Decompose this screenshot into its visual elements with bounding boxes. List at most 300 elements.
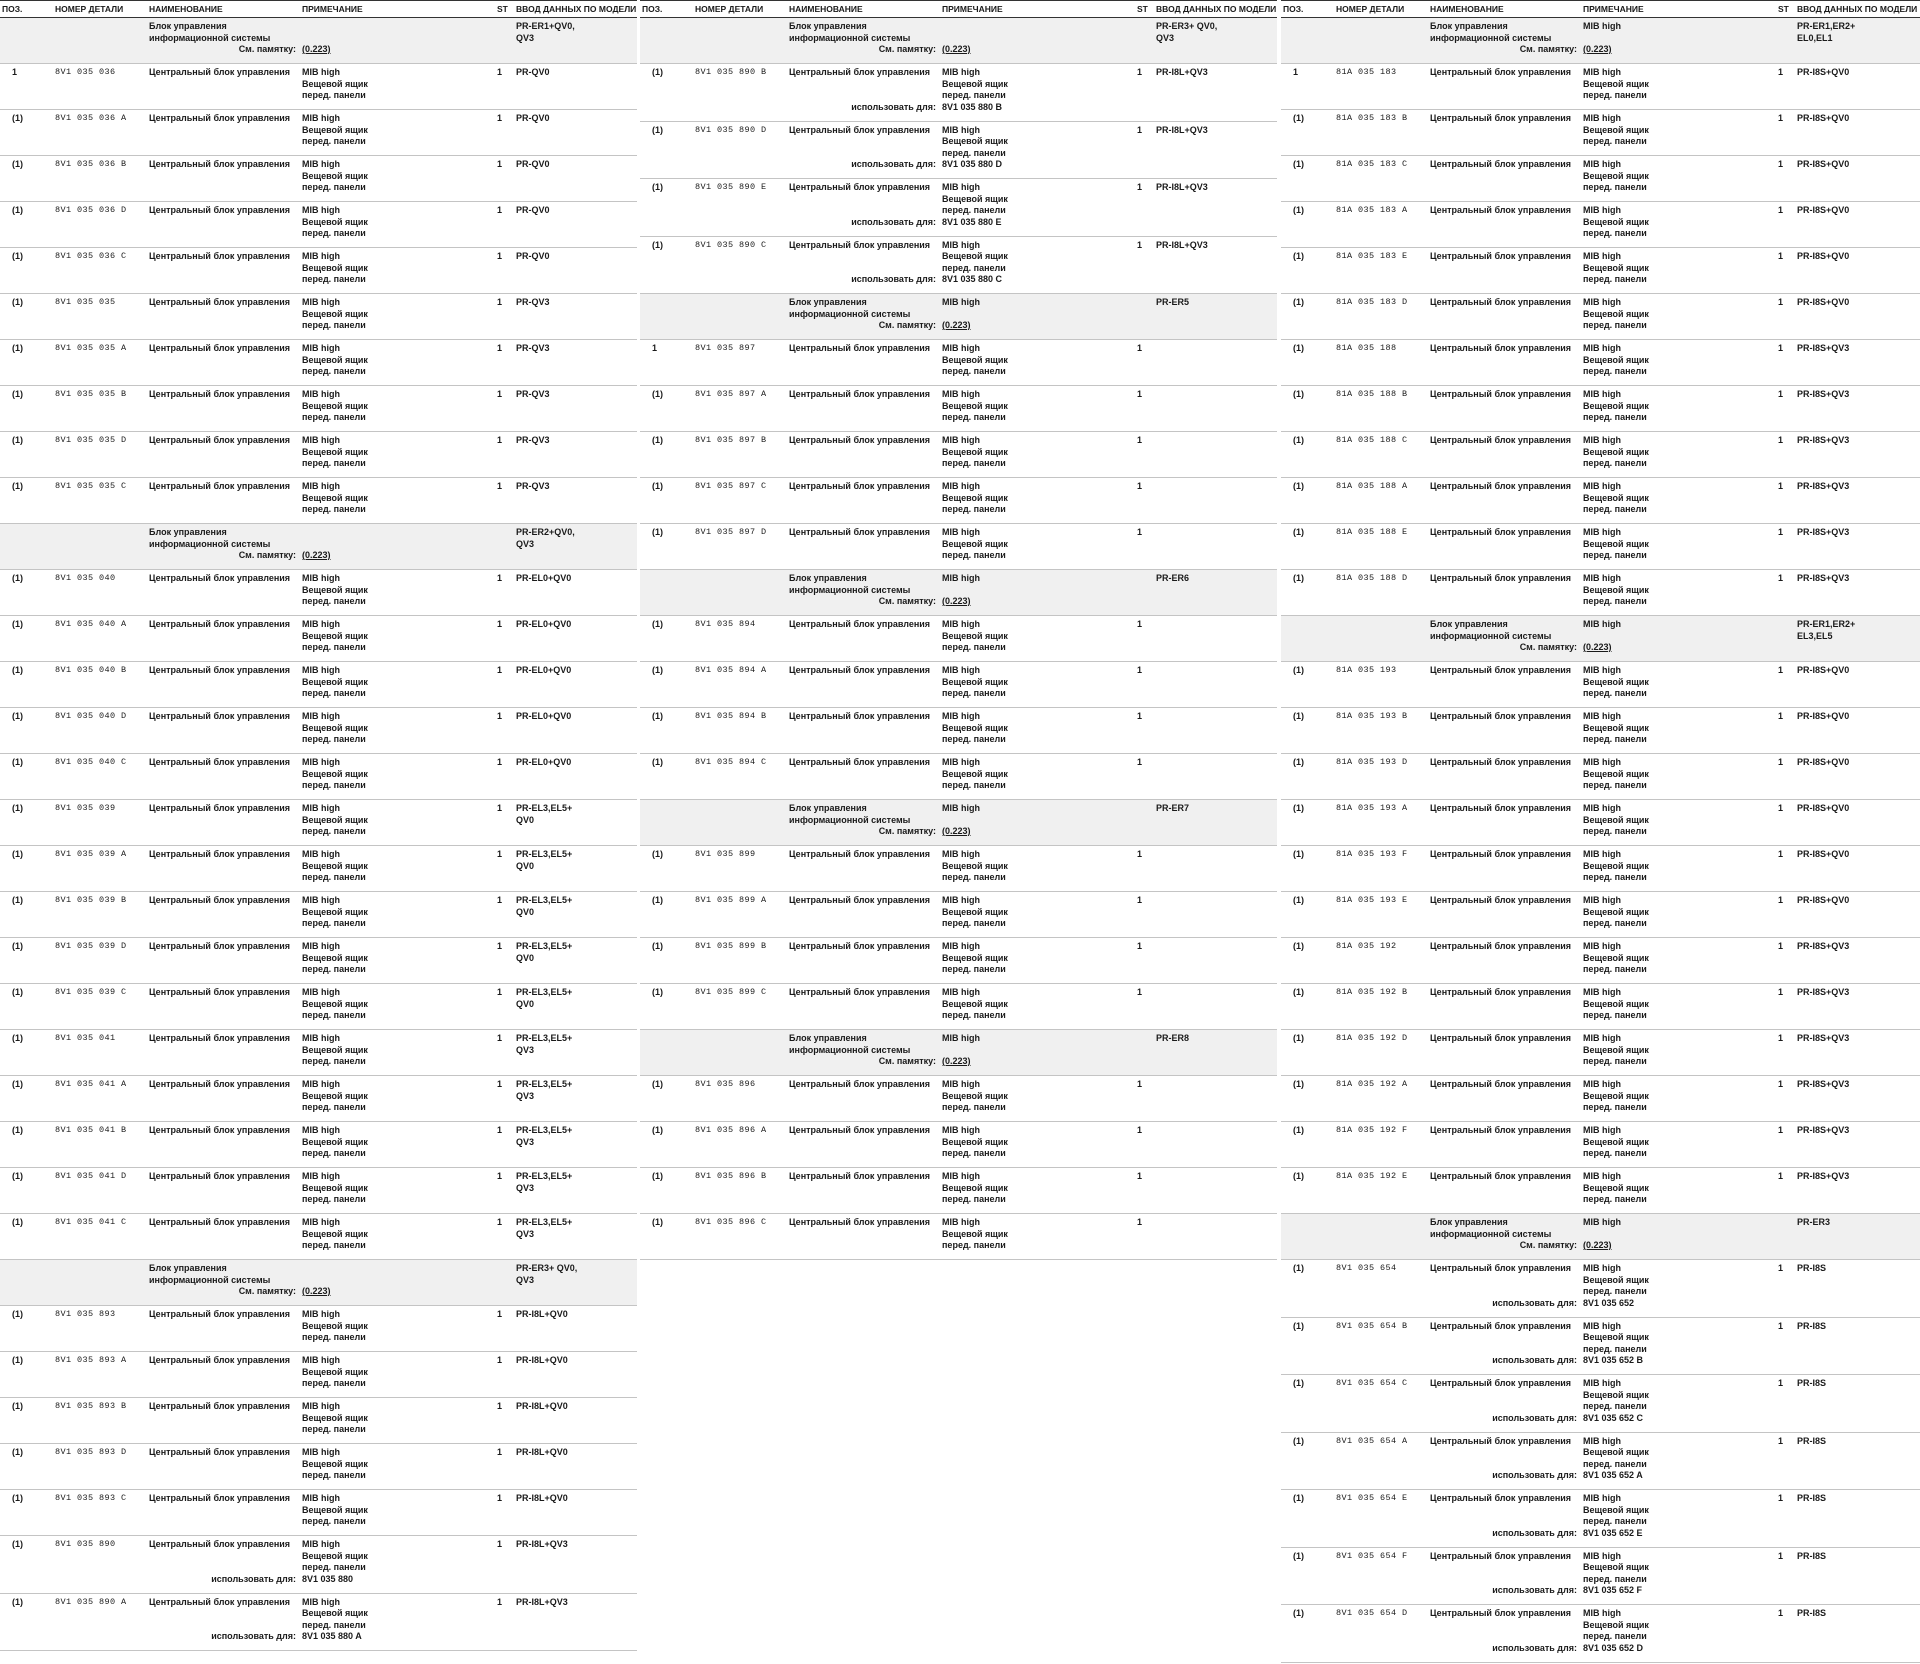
- note-line: Вещевой ящик: [1583, 1274, 1649, 1285]
- note-line: перед. панели: [302, 90, 366, 100]
- table-row: [0, 156, 637, 202]
- model-line: PR-I8S+QV0: [1797, 757, 1850, 767]
- memo-label: См. памятку:: [1519, 642, 1577, 652]
- quantity: 1: [497, 573, 503, 583]
- quantity: 1: [1137, 849, 1143, 859]
- note-line: MIB high: [942, 1125, 980, 1135]
- group-name-line: Блок управления: [789, 1033, 867, 1043]
- note-line: перед. панели: [1583, 964, 1647, 974]
- note-line: Вещевой ящик: [1583, 1090, 1649, 1101]
- quantity: 1: [497, 665, 503, 675]
- model-data: [1156, 1033, 1189, 1045]
- note-line: Вещевой ящик: [1583, 124, 1649, 135]
- model-line: PR-EL3,EL5+: [516, 1125, 573, 1135]
- group-row: [640, 800, 1277, 846]
- quantity: 1: [1137, 895, 1143, 905]
- note-line: MIB high: [1583, 481, 1621, 491]
- note-line: Вещевой ящик: [1583, 998, 1649, 1009]
- part-name: Центральный блок управления: [1430, 1079, 1572, 1089]
- position-number: (1): [652, 124, 663, 135]
- quantity: 1: [1137, 1217, 1143, 1227]
- part-note: [1583, 849, 1649, 884]
- table-row: [1281, 248, 1920, 294]
- part-note: [302, 1125, 368, 1160]
- quantity: 1: [1137, 239, 1143, 250]
- model-line: PR-I8S: [1797, 1263, 1827, 1273]
- model-data: [516, 1079, 572, 1102]
- part-name: Центральный блок управления: [149, 251, 291, 261]
- table-row: [0, 938, 637, 984]
- note-line: MIB high: [1583, 619, 1621, 629]
- memo-link[interactable]: (0.223): [942, 1056, 971, 1066]
- model-line: PR-EL3,EL5+: [516, 849, 573, 859]
- quantity: 1: [497, 159, 503, 169]
- model-data: [516, 1597, 568, 1609]
- position-number: (1): [12, 665, 23, 675]
- position-number: (1): [1293, 113, 1304, 123]
- note-line: перед. панели: [1583, 366, 1647, 376]
- model-data: [1797, 1079, 1849, 1091]
- table-row: [1281, 386, 1920, 432]
- group-note: [942, 803, 980, 815]
- model-line: PR-EL0+QV0: [516, 573, 572, 583]
- position-number: (1): [12, 1539, 23, 1549]
- model-data: [1156, 803, 1189, 815]
- note-line: MIB high: [302, 941, 340, 951]
- note-line: Вещевой ящик: [1583, 1504, 1649, 1515]
- table-row: [0, 800, 637, 846]
- part-name: Центральный блок управления: [149, 1401, 291, 1411]
- note-line: перед. панели: [302, 1194, 366, 1204]
- part-number: 8V1 035 039 B: [55, 895, 127, 905]
- model-line: PR-ER3+ QV0,: [1156, 21, 1218, 31]
- note-line: Вещевой ящик: [1583, 814, 1649, 825]
- use-for-label: использовать для:: [851, 101, 936, 112]
- quantity: 1: [497, 1401, 503, 1411]
- note-line: MIB high: [302, 619, 340, 629]
- model-line: PR-I8L+QV0: [516, 1401, 568, 1411]
- model-data: [516, 159, 550, 171]
- quantity: 1: [1778, 435, 1784, 445]
- model-line: PR-ER7: [1156, 803, 1190, 813]
- part-number: 8V1 035 035 D: [55, 435, 127, 445]
- memo-link[interactable]: (0.223): [1583, 642, 1612, 652]
- part-note: [302, 941, 368, 976]
- note-line: Вещевой ящик: [942, 492, 1008, 503]
- table-row: [1281, 524, 1920, 570]
- part-number: 81A 035 193 D: [1336, 757, 1408, 767]
- memo-link[interactable]: (0.223): [1583, 44, 1612, 54]
- part-note: [302, 389, 368, 424]
- table-row: [0, 754, 637, 800]
- model-data: [1797, 619, 1855, 642]
- part-note: [1583, 941, 1649, 976]
- part-name: Центральный блок управления: [1430, 159, 1572, 169]
- part-note: [942, 1171, 1008, 1206]
- part-note: [1583, 987, 1649, 1022]
- group-name: [1430, 619, 1551, 642]
- note-line: перед. панели: [302, 1332, 366, 1342]
- part-name: Центральный блок управления: [149, 113, 291, 123]
- quantity: 1: [1137, 124, 1143, 135]
- note-line: перед. панели: [302, 1148, 366, 1158]
- note-line: перед. панели: [302, 642, 366, 652]
- memo-link[interactable]: (0.223): [302, 1286, 331, 1296]
- note-line: Вещевой ящик: [302, 768, 368, 779]
- table-header: [1281, 0, 1920, 18]
- part-note: [302, 1079, 368, 1114]
- position-number: (1): [1293, 1608, 1304, 1618]
- part-name: Центральный блок управления: [1430, 481, 1572, 491]
- note-line: перед. панели: [1583, 1573, 1647, 1584]
- position-number: (1): [12, 1217, 23, 1227]
- part-note: [1583, 803, 1649, 838]
- model-line: PR-I8S+QV0: [1797, 205, 1850, 215]
- note-line: перед. панели: [302, 1516, 366, 1526]
- note-line: MIB high: [1583, 803, 1621, 813]
- part-number: 8V1 035 654 F: [1336, 1550, 1408, 1561]
- part-note: [1583, 573, 1649, 608]
- part-name: Центральный блок управления: [1430, 665, 1572, 675]
- header-note: ПРИМЕЧАНИЕ: [942, 4, 1003, 14]
- part-note: [942, 67, 1008, 102]
- note-line: перед. панели: [302, 734, 366, 744]
- part-name: Центральный блок управления: [1430, 113, 1572, 123]
- group-name-line: Блок управления: [789, 803, 867, 813]
- part-name: Центральный блок управления: [789, 1217, 931, 1227]
- position-number: (1): [652, 757, 663, 767]
- group-name-line: информационной системы: [149, 538, 271, 549]
- note-line: MIB high: [942, 435, 980, 445]
- table-row: [0, 616, 637, 662]
- position-number: (1): [1293, 895, 1304, 905]
- memo-link[interactable]: (0.223): [942, 320, 971, 330]
- note-line: MIB high: [302, 389, 340, 399]
- model-line: QV3: [1156, 32, 1175, 43]
- note-line: MIB high: [942, 987, 980, 997]
- quantity: 1: [1778, 803, 1784, 813]
- position-number: (1): [652, 527, 663, 537]
- note-line: MIB high: [302, 1539, 340, 1549]
- note-line: MIB high: [942, 481, 980, 491]
- memo-link[interactable]: (0.223): [942, 596, 971, 606]
- model-data: [516, 1125, 572, 1148]
- note-line: MIB high: [942, 1171, 980, 1181]
- note-line: перед. панели: [1583, 1516, 1647, 1526]
- note-line: Вещевой ящик: [302, 860, 368, 871]
- model-line: PR-ER1,ER2+: [1797, 21, 1856, 31]
- model-line: QV3: [516, 1274, 535, 1285]
- use-for-label: использовать для:: [1492, 1355, 1577, 1365]
- group-name-line: информационной системы: [1430, 1228, 1552, 1239]
- note-line: перед. панели: [302, 1470, 366, 1480]
- note-line: перед. панели: [1583, 780, 1647, 790]
- table-row: [640, 1214, 1277, 1260]
- part-number: 8V1 035 041 B: [55, 1125, 127, 1135]
- table-row: [1281, 1030, 1920, 1076]
- part-note: [1583, 435, 1649, 470]
- model-data: [516, 849, 572, 872]
- note-line: MIB high: [1583, 1171, 1621, 1181]
- model-data: [1797, 987, 1849, 999]
- part-name: Центральный блок управления: [149, 1493, 291, 1503]
- part-name: Центральный блок управления: [1430, 895, 1572, 905]
- part-note: [1583, 113, 1649, 148]
- quantity: 1: [497, 113, 503, 123]
- note-line: MIB high: [302, 1401, 340, 1411]
- memo-link[interactable]: (0.223): [942, 44, 971, 54]
- note-line: перед. панели: [942, 780, 1006, 790]
- memo-link[interactable]: (0.223): [302, 550, 331, 560]
- model-data: [516, 297, 550, 309]
- part-number: 8V1 035 041 D: [55, 1171, 127, 1181]
- table-row: [640, 478, 1277, 524]
- model-line: PR-EL3,EL5+: [516, 1217, 573, 1227]
- note-line: MIB high: [302, 67, 340, 77]
- quantity: 1: [497, 435, 503, 445]
- model-line: PR-EL3,EL5+: [516, 895, 573, 905]
- model-line: QV3: [516, 538, 535, 549]
- position-number: (1): [652, 481, 663, 491]
- model-line: PR-I8S+QV0: [1797, 665, 1850, 675]
- model-line: PR-EL0+QV0: [516, 757, 572, 767]
- memo-link[interactable]: (0.223): [942, 826, 971, 836]
- note-line: Вещевой ящик: [302, 952, 368, 963]
- note-line: Вещевой ящик: [302, 1090, 368, 1101]
- note-line: перед. панели: [942, 1010, 1006, 1020]
- note-line: Вещевой ящик: [1583, 538, 1649, 549]
- model-line: PR-I8S+QV0: [1797, 251, 1850, 261]
- note-line: перед. панели: [1583, 458, 1647, 468]
- part-number: 81A 035 193 F: [1336, 849, 1408, 859]
- part-name: Центральный блок управления: [149, 297, 291, 307]
- model-line: PR-I8L+QV3: [1156, 124, 1208, 135]
- model-data: [1797, 1436, 1826, 1448]
- note-line: перед. панели: [1583, 274, 1647, 284]
- model-line: PR-I8L+QV3: [516, 1539, 568, 1549]
- model-data: [1797, 711, 1849, 723]
- group-note: [942, 297, 980, 309]
- memo-label: См. памятку:: [878, 1056, 936, 1066]
- part-note: [302, 1171, 368, 1206]
- part-name: Центральный блок управления: [1430, 1435, 1572, 1446]
- use-for-label: использовать для:: [1492, 1642, 1577, 1653]
- part-note: [942, 1217, 1008, 1252]
- part-number: 81A 035 193 E: [1336, 895, 1408, 905]
- note-line: Вещевой ящик: [942, 722, 1008, 733]
- part-name: Центральный блок управления: [149, 1217, 291, 1227]
- note-line: Вещевой ящик: [942, 1136, 1008, 1147]
- table-row: [0, 386, 637, 432]
- table-row: [1281, 1076, 1920, 1122]
- note-line: MIB high: [302, 1125, 340, 1135]
- note-line: MIB high: [1583, 849, 1621, 859]
- part-note: [302, 481, 368, 516]
- group-note: [942, 1033, 980, 1045]
- position-number: (1): [652, 849, 663, 859]
- model-data: [1797, 481, 1849, 493]
- note-line: Вещевой ящик: [302, 1550, 368, 1561]
- use-for-part: 8V1 035 652 E: [1583, 1527, 1643, 1538]
- part-number: 81A 035 192 A: [1336, 1079, 1408, 1089]
- memo-label: См. памятку:: [238, 550, 296, 560]
- note-line: MIB high: [1583, 251, 1621, 261]
- part-note: [1583, 251, 1649, 286]
- position-number: (1): [12, 435, 23, 445]
- model-data: [1797, 1321, 1826, 1333]
- table-row: [640, 1168, 1277, 1214]
- position-number: (1): [1293, 527, 1304, 537]
- part-name: Центральный блок управления: [1430, 389, 1572, 399]
- note-line: перед. панели: [302, 412, 366, 422]
- part-note: [302, 205, 368, 240]
- part-number: 81A 035 193: [1336, 665, 1397, 675]
- part-note: [302, 895, 368, 930]
- model-line: PR-ER1+QV0,: [516, 21, 575, 31]
- note-line: MIB high: [942, 527, 980, 537]
- part-note: [1583, 665, 1649, 700]
- note-line: перед. панели: [302, 780, 366, 790]
- model-data: [516, 757, 571, 769]
- model-data: [516, 527, 575, 550]
- part-name: Центральный блок управления: [1430, 573, 1572, 583]
- position-number: (1): [652, 389, 663, 399]
- model-data: [1797, 803, 1849, 815]
- model-data: [1797, 849, 1849, 861]
- part-name: Центральный блок управления: [149, 1596, 291, 1607]
- memo-link[interactable]: (0.223): [302, 44, 331, 54]
- part-name: Центральный блок управления: [789, 757, 931, 767]
- group-row: [0, 18, 637, 64]
- quantity: 1: [1778, 711, 1784, 721]
- part-name: Центральный блок управления: [149, 803, 291, 813]
- note-line: MIB high: [1583, 1378, 1621, 1388]
- position-number: (1): [12, 1079, 23, 1089]
- model-line: PR-I8S+QV0: [1797, 803, 1850, 813]
- part-name: Центральный блок управления: [789, 665, 931, 675]
- part-name: Центральный блок управления: [789, 895, 931, 905]
- quantity: 1: [1137, 757, 1143, 767]
- quantity: 1: [1137, 389, 1143, 399]
- part-name: Центральный блок управления: [789, 849, 931, 859]
- note-line: перед. панели: [302, 1102, 366, 1112]
- note-line: перед. панели: [302, 918, 366, 928]
- note-line: MIB high: [942, 665, 980, 675]
- position-number: (1): [652, 1079, 663, 1089]
- part-number: 8V1 035 654 D: [1336, 1608, 1408, 1618]
- part-name: Центральный блок управления: [1430, 1550, 1572, 1561]
- note-line: Вещевой ящик: [942, 136, 1008, 146]
- part-number: 8V1 035 041 A: [55, 1079, 127, 1089]
- note-line: MIB high: [302, 1217, 340, 1227]
- model-line: PR-EL3,EL5+: [516, 987, 573, 997]
- quantity: 1: [1778, 895, 1784, 905]
- note-line: Вещевой ящик: [302, 492, 368, 503]
- model-data: [516, 343, 550, 355]
- note-line: MIB high: [302, 159, 340, 169]
- note-line: перед. панели: [302, 688, 366, 698]
- quantity: 1: [1778, 297, 1784, 307]
- note-line: перед. панели: [1583, 734, 1647, 744]
- note-line: MIB high: [942, 239, 980, 250]
- part-number: 8V1 035 036 D: [55, 205, 127, 215]
- header-model: ВВОД ДАННЫХ ПО МОДЕЛИ: [1797, 4, 1918, 14]
- note-line: MIB high: [942, 573, 980, 583]
- note-line: Вещевой ящик: [302, 1228, 368, 1239]
- part-name: Центральный блок управления: [149, 205, 291, 215]
- quantity: 1: [1778, 205, 1784, 215]
- part-note: [302, 1309, 368, 1344]
- model-line: PR-ER8: [1156, 1033, 1190, 1043]
- note-line: MIB high: [302, 481, 340, 491]
- group-name-line: Блок управления: [1430, 21, 1508, 31]
- note-line: перед. панели: [302, 1424, 366, 1434]
- note-line: перед. панели: [942, 412, 1006, 422]
- position-number: 1: [1293, 67, 1299, 77]
- note-line: MIB high: [1583, 67, 1621, 77]
- quantity: 1: [497, 895, 503, 905]
- quantity: 1: [1778, 1435, 1784, 1446]
- position-number: (1): [12, 803, 23, 813]
- model-data: [1797, 573, 1849, 585]
- position-number: (1): [652, 987, 663, 997]
- note-line: Вещевой ящик: [1583, 1619, 1649, 1630]
- part-note: [1583, 711, 1649, 746]
- note-line: Вещевой ящик: [942, 1182, 1008, 1193]
- note-line: перед. панели: [1583, 504, 1647, 514]
- position-number: (1): [12, 573, 23, 583]
- position-number: (1): [1293, 573, 1304, 583]
- note-line: перед. панели: [942, 642, 1006, 652]
- note-line: MIB high: [942, 343, 980, 353]
- note-line: перед. панели: [942, 688, 1006, 698]
- table-row: [640, 122, 1277, 180]
- model-data: [516, 205, 550, 217]
- note-line: перед. панели: [1583, 1286, 1647, 1296]
- quantity: 1: [497, 1309, 503, 1319]
- part-number: 8V1 035 896 B: [695, 1171, 767, 1181]
- part-note: [302, 1597, 368, 1632]
- note-line: Вещевой ящик: [302, 1608, 368, 1618]
- quantity: 1: [1778, 573, 1784, 583]
- model-data: [1156, 573, 1189, 585]
- model-line: PR-QV3: [516, 343, 550, 353]
- position-number: (1): [12, 619, 23, 629]
- part-number: 8V1 035 899 A: [695, 895, 767, 905]
- note-line: Вещевой ящик: [302, 906, 368, 917]
- part-name: Центральный блок управления: [1430, 757, 1572, 767]
- memo-link[interactable]: (0.223): [1583, 1240, 1612, 1250]
- model-data: [1797, 297, 1849, 309]
- note-line: перед. панели: [1583, 182, 1647, 192]
- part-name: Центральный блок управления: [789, 1171, 931, 1181]
- part-number: 8V1 035 890 D: [695, 124, 767, 135]
- note-line: Вещевой ящик: [1583, 722, 1649, 733]
- part-name: Центральный блок управления: [149, 665, 291, 675]
- part-number: 8V1 035 654 E: [1336, 1493, 1408, 1503]
- part-number: 8V1 035 039 C: [55, 987, 127, 997]
- note-line: перед. панели: [1583, 228, 1647, 238]
- part-note: [1583, 757, 1649, 792]
- position-number: (1): [1293, 665, 1304, 675]
- part-name: Центральный блок управления: [1430, 987, 1572, 997]
- note-line: MIB high: [942, 1217, 980, 1227]
- note-line: MIB high: [302, 849, 340, 859]
- group-name-line: информационной системы: [149, 1274, 271, 1285]
- note-line: перед. панели: [302, 1056, 366, 1066]
- model-data: [1156, 182, 1208, 194]
- part-name: Центральный блок управления: [149, 941, 291, 951]
